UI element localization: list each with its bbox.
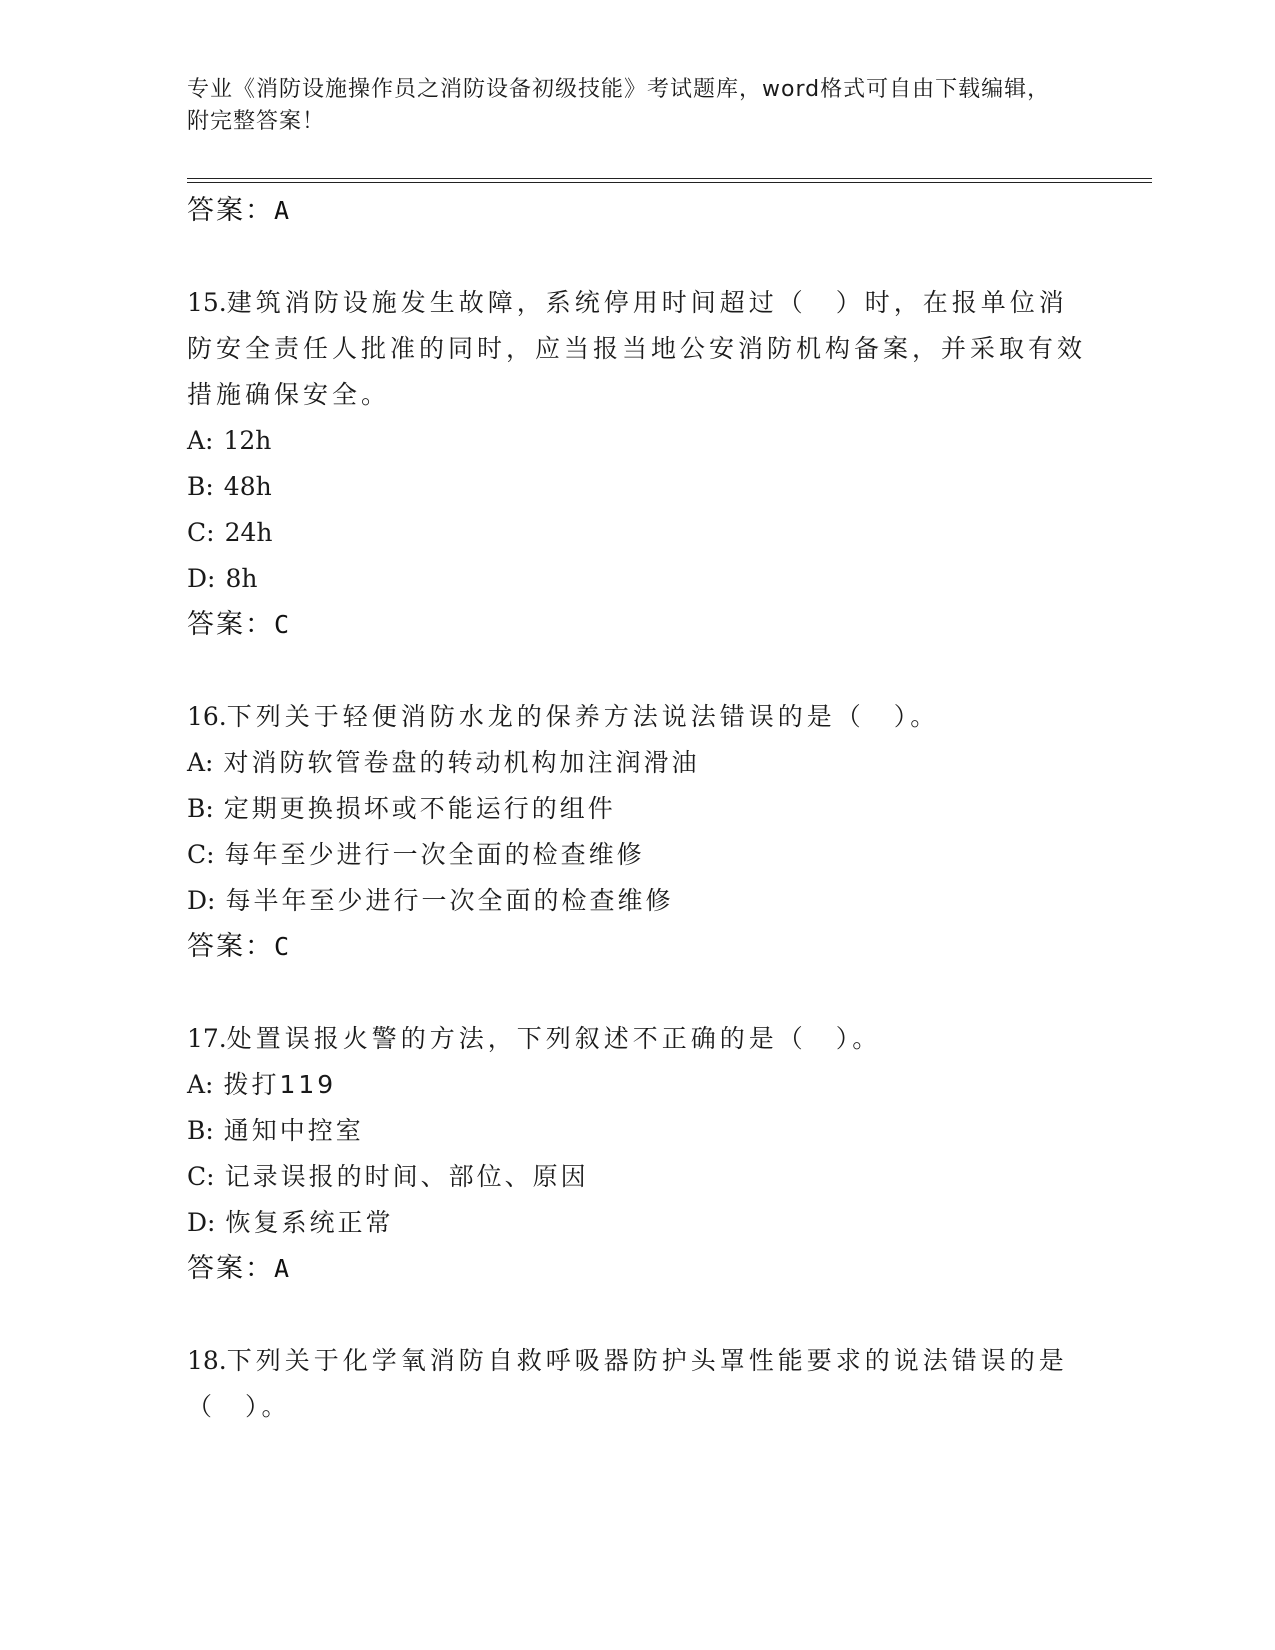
option-letter: C:	[187, 518, 215, 547]
answer-value: C	[274, 610, 291, 639]
option-text: 每年至少进行一次全面的检查维修	[224, 840, 645, 869]
option-d	[187, 1200, 1087, 1246]
question-15	[187, 280, 1087, 648]
question-body: 下列关于化学氧消防自救呼吸器防护头罩性能要求的说法错误的是（ ）。	[187, 1346, 1068, 1421]
option-text: 24h	[224, 518, 273, 547]
option-a	[187, 418, 1087, 464]
option-c	[187, 832, 1087, 878]
question-number: 16.	[187, 702, 227, 731]
answer-line	[187, 924, 1087, 970]
question-16	[187, 694, 1087, 970]
answer-line	[187, 602, 1087, 648]
option-letter: A:	[187, 1070, 214, 1099]
option-letter: A:	[187, 748, 214, 777]
question-body: 处置误报火警的方法，下列叙述不正确的是（ ）。	[226, 1024, 882, 1053]
question-number: 15.	[187, 288, 227, 317]
answer-label: 答案：	[187, 1253, 274, 1284]
answer-value: A	[274, 196, 291, 225]
answer-value: A	[274, 1254, 291, 1283]
document-header: 专业《消防设施操作员之消防设备初级技能》考试题库，word格式可自由下载编辑，附完整答案！	[187, 77, 1051, 134]
option-a	[187, 1062, 1087, 1108]
answer-label: 答案：	[187, 195, 274, 226]
question-text	[187, 1338, 1087, 1430]
answer-value: C	[274, 932, 291, 961]
option-letter: D:	[187, 1208, 216, 1237]
answer-line	[187, 188, 1087, 234]
answer-label: 答案：	[187, 931, 274, 962]
option-text: 记录误报的时间、部位、原因	[224, 1162, 589, 1191]
option-b	[187, 464, 1087, 510]
option-letter: C:	[187, 1162, 215, 1191]
option-text: 对消防软管卷盘的转动机构加注润滑油	[223, 748, 700, 777]
option-letter: A:	[187, 426, 214, 455]
option-letter: C:	[187, 840, 215, 869]
question-text	[187, 280, 1087, 418]
question-body: 下列关于轻便消防水龙的保养方法说法错误的是（ ）。	[226, 702, 940, 731]
question-text	[187, 1016, 1087, 1062]
answer-label: 答案：	[187, 609, 274, 640]
option-text: 8h	[225, 564, 258, 593]
option-letter: B:	[187, 472, 214, 501]
option-c	[187, 510, 1087, 556]
question-text	[187, 694, 1087, 740]
option-text: 通知中控室	[223, 1116, 364, 1145]
option-letter: B:	[187, 794, 214, 823]
option-letter: D:	[187, 564, 216, 593]
option-text: 48h	[223, 472, 272, 501]
option-d	[187, 878, 1087, 924]
option-b	[187, 1108, 1087, 1154]
option-letter: D:	[187, 886, 216, 915]
header-divider-top	[187, 178, 1152, 179]
question-number: 17.	[187, 1024, 227, 1053]
question-body: 建筑消防设施发生故障，系统停用时间超过（ ）时，在报单位消防安全责任人批准的同时，应当报当地公安消防机构备案，并采取有效措施确保安全。	[187, 288, 1087, 409]
option-d	[187, 556, 1087, 602]
header-divider-bottom	[187, 182, 1152, 183]
question-number: 18.	[187, 1346, 227, 1375]
option-text: 恢复系统正常	[225, 1208, 394, 1237]
answer-line	[187, 1246, 1087, 1292]
option-letter: B:	[187, 1116, 214, 1145]
option-text: 定期更换损坏或不能运行的组件	[223, 794, 616, 823]
option-text: 拨打119	[223, 1070, 337, 1099]
option-b	[187, 786, 1087, 832]
question-18	[187, 1338, 1087, 1430]
question-17	[187, 1016, 1087, 1292]
option-text: 每半年至少进行一次全面的检查维修	[225, 886, 674, 915]
option-a	[187, 740, 1087, 786]
option-c	[187, 1154, 1087, 1200]
question-list	[187, 188, 1087, 1430]
option-text: 12h	[223, 426, 272, 455]
